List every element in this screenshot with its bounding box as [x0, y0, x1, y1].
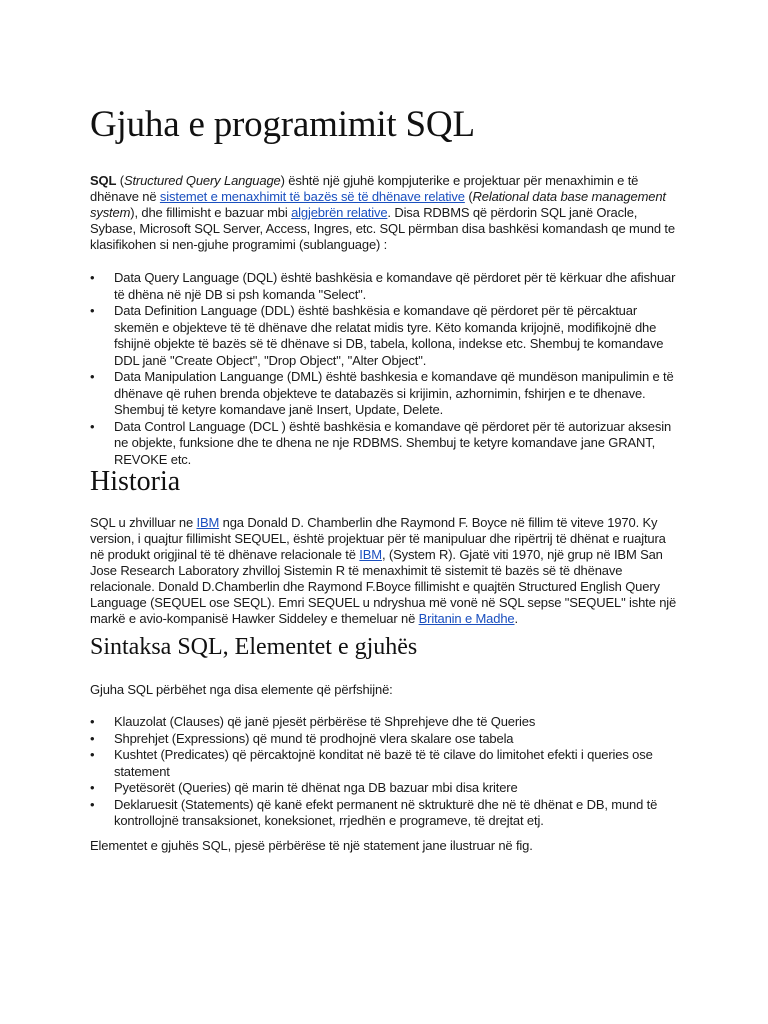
list-item — [90, 731, 682, 748]
rdbms-italic: Relational data base management system — [90, 189, 666, 220]
bullet-icon: • — [90, 270, 95, 285]
text-span: ( — [116, 173, 124, 188]
list-item-text: Data Manipulation Languange (DML) është bashkesia e komandave që mundëson manipulimin e të dhënave që ruhen brenda objekteve te databazës si krijimin, azhornimin, fshirjen e te dhenave. Shembuj të ketyre komandave janë Insert, Update, Delete. — [114, 369, 674, 417]
list-item — [90, 797, 682, 830]
closing-paragraph: Elementet e gjuhës SQL, pjesë përbërëse të një statement jane ilustruar në fig. — [90, 838, 533, 853]
list-item — [90, 419, 682, 469]
ibm-link[interactable]: IBM — [196, 515, 220, 530]
full-name-italic: Structured Query Language — [123, 173, 281, 188]
historia-paragraph — [90, 515, 682, 627]
text-span: ) është një gjuhë kompjuterike e projektuar për menaxhimin e të dhënave në — [90, 173, 639, 204]
bullet-icon: • — [90, 780, 95, 795]
bullet-icon: • — [90, 747, 95, 762]
historia-heading: Historia — [90, 466, 181, 497]
bullet-icon: • — [90, 730, 95, 746]
ibm-link[interactable]: IBM — [359, 547, 382, 562]
list-item-text: Shprehjet (Expressions) që mund të prodhojnë vlera skalare ose tabela — [114, 730, 514, 746]
bullet-icon: • — [90, 369, 95, 384]
list-item — [90, 303, 682, 369]
elements-list — [90, 714, 682, 830]
page-title: Gjuha e programimit SQL — [90, 104, 475, 145]
bullet-icon: • — [90, 303, 95, 318]
list-item-text: Kushtet (Predicates) që përcaktojnë konditat në bazë të të cilave do limitohet efekti i queries ose statement — [114, 747, 653, 779]
bullet-icon: • — [90, 418, 95, 434]
list-item-text: Klauzolat (Clauses) që janë pjesët përbërëse të Shprehjeve dhe të Queries — [114, 714, 536, 729]
text-span: ( — [464, 189, 473, 204]
list-item — [90, 780, 682, 797]
text-span: nga Donald D. Chamberlin dhe Raymond F. Boyce në fillim të viteve 1970. Ky version, i quajtur fillimisht SEQUEL, është projektuar për të manipuluar dhe ripërtrij të dhënat e ruajtura në produkt origjinal të të dhënave relacionale të — [90, 515, 666, 562]
intro-paragraph — [90, 173, 682, 253]
list-item-text: Deklaruesit (Statements) që kanë efekt permanent në sktrukturë dhe në të dhënat e DB, mund të kontrollojnë transaksionet, koneksionet, rrjedhën e programeve, të drejtat etj. — [114, 796, 658, 828]
rdbms-link[interactable]: sistemet e menaxhimit të bazës së të dhënave relative — [159, 189, 465, 204]
sintaksa-intro: Gjuha SQL përbëhet nga disa elemente që përfshijnë: — [90, 682, 393, 697]
list-item-text: Pyetësorët (Queries) që marin të dhënat nga DB bazuar mbi disa kritere — [114, 780, 518, 795]
sintaksa-heading: Sintaksa SQL, Elementet e gjuhës — [90, 634, 418, 660]
bullet-icon: • — [90, 714, 95, 729]
text-span: . — [514, 611, 518, 626]
list-item — [90, 714, 682, 731]
list-item — [90, 747, 682, 780]
relational-algebra-link[interactable]: algjebrën relative — [291, 205, 388, 220]
bullet-icon: • — [90, 796, 95, 812]
list-item-text: Data Control Language (DCL ) është bashkësia e komandave që përdoret për të autorizuar aksesin ne objekte, funksione dhe te dhena ne nje RDBMS. Shembuj te ketyre komandave jane GRANT, REVOKE etc. — [114, 418, 672, 467]
list-item-text: Data Definition Language (DDL) është bashkësia e komandave që përdoret për të përcaktuar skemën e objekteve të të dhënave dhe relatat midis tyre. Këto komanda krijojnë, modifikojnë dhe fshijnë objekte të bazës së të dhënave si DB, tabela, kollona, indekse etc. Shembuj te komandave DDL janë "Create Object", "Drop Object", "Alter Object". — [114, 303, 664, 368]
text-span: , (System R). Gjatë viti 1970, një grup në IBM San Jose Research Laboratory zhvilloj Sistemin R të menaxhimit të sistemit të bazës së të dhënave relacionale. Donald D.Chamberlin dhe Raymond F.Boyce fillimisht e quajtën Structured English Query Language (SEQUEL ose SEQL). Emri SEQUEL u ndryshua më vonë në SQL sepse "SEQUEL" ishte një markë e avio-kompanisë Hawker Siddeley e themeluar në — [90, 547, 677, 626]
sublanguage-list — [90, 270, 682, 468]
sql-term: SQL — [90, 173, 117, 188]
list-item-text: Data Query Language (DQL) është bashkësia e komandave që përdoret për të kërkuar dhe afishuar të dhëna në një DB si psh komanda "Select". — [114, 270, 676, 302]
list-item — [90, 369, 682, 419]
text-span: . Disa RDBMS që përdorin SQL janë Oracle, Sybase, Microsoft SQL Server, Access, Ingres, etc. SQL përmban disa bashkësi komandash qe mund te klasifikohen si nen-gjuhe programimi (sublanguage) : — [90, 205, 675, 252]
list-item — [90, 270, 682, 303]
text-span: SQL u zhvilluar ne — [90, 515, 197, 530]
text-span: ), dhe fillimisht e bazuar mbi — [130, 205, 292, 220]
britain-link[interactable]: Britanin e Madhe — [418, 611, 515, 626]
